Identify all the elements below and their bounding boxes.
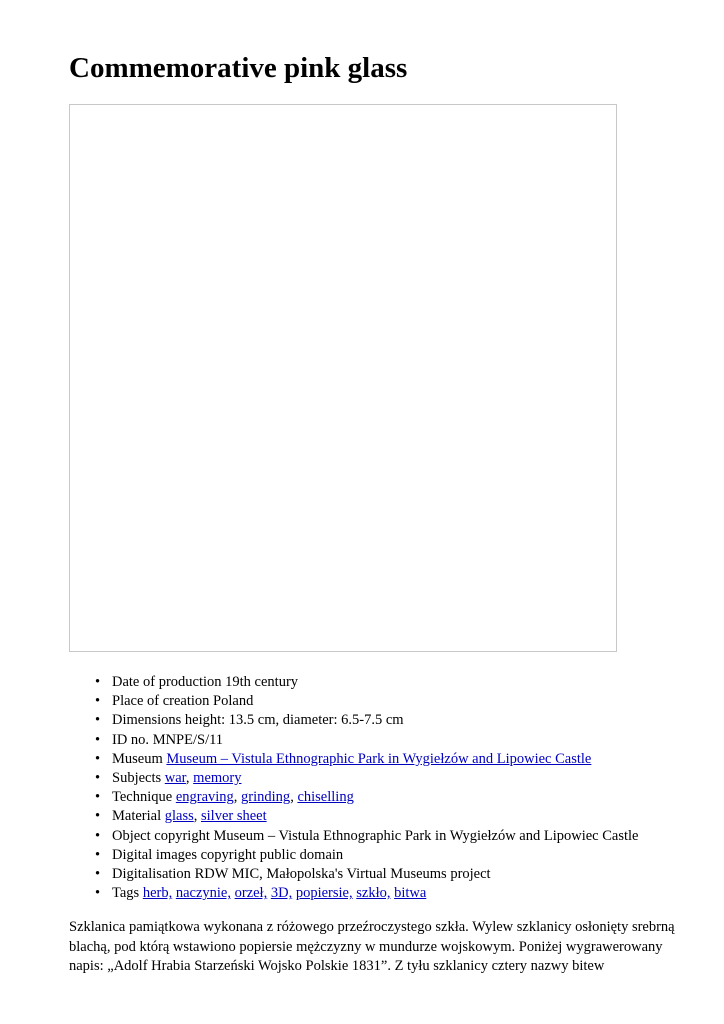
meta-place-label: Place of creation [112, 693, 210, 710]
meta-subjects-label: Subjects [112, 770, 162, 787]
tag-link-szklo[interactable]: szkło, [356, 885, 391, 902]
tag-link-naczynie[interactable]: naczynie, [175, 885, 231, 902]
tag-link-orzel[interactable]: orzeł, [234, 885, 268, 902]
technique-link-chiselling[interactable]: chiselling [297, 789, 354, 806]
technique-link-engraving[interactable]: engraving [175, 789, 234, 806]
meta-images-copyright [112, 846, 638, 865]
meta-technique-label: Technique [112, 789, 173, 806]
material-link-glass[interactable]: glass [164, 808, 194, 825]
meta-id [112, 731, 638, 750]
meta-museum-label: Museum [112, 750, 163, 767]
meta-date-value: 19th century [225, 674, 299, 690]
tag-link-popiersie[interactable]: popiersie, [295, 885, 353, 902]
meta-digitalisation-label: Digitalisation [112, 866, 191, 883]
metadata-list [69, 673, 638, 903]
meta-material: • Material glass, silver sheet [112, 807, 638, 826]
meta-technique: • Technique engraving, grinding, chiselling [112, 788, 638, 807]
meta-tags [112, 884, 638, 903]
museum-link[interactable]: Museum – Vistula Ethnographic Park in Wygiełzów and Lipowiec Castle [166, 750, 592, 767]
description-paragraph: Szklanica pamiątkowa wykonana z różowego przeźroczystego szkła. Wylew szklanicy osłonięty srebrną blachą, pod którą wstawiono popiersie mężczyzny w mundurze wojskowym. Poniżej wygrawerowany napis: „Adolf Hrabia Starzeński Wojsko Polskie 1831”. Z tyłu szklanicy cztery nazwy bitew [69, 919, 675, 974]
meta-digitalisation-value: RDW MIC, Małopolska's Virtual Museums project [194, 866, 491, 883]
material-link-silver-sheet[interactable]: silver sheet [201, 808, 267, 825]
meta-place [112, 692, 638, 711]
meta-material-label: Material [112, 808, 162, 825]
tag-link-bitwa[interactable]: bitwa [394, 885, 427, 902]
meta-object-copyright [112, 827, 638, 846]
meta-object-copyright-value: Museum – Vistula Ethnographic Park in Wygiełzów and Lipowiec Castle [213, 827, 639, 844]
meta-object-copyright-label: Object copyright [112, 827, 210, 844]
meta-museum [112, 750, 638, 769]
meta-date-label: Date of production [112, 674, 222, 690]
meta-dimensions-label: Dimensions [112, 712, 182, 729]
tag-link-herb[interactable]: herb, [142, 885, 173, 902]
subject-link-war[interactable]: war [164, 770, 186, 787]
page-title: Commemorative pink glass [69, 52, 408, 84]
object-image-placeholder [69, 104, 617, 652]
meta-id-label: ID no. [112, 731, 150, 748]
meta-tags-label: Tags [112, 885, 140, 902]
meta-images-copyright-value: public domain [259, 846, 344, 863]
meta-subjects: • Subjects war, memory [112, 769, 638, 788]
meta-images-copyright-label: Digital images copyright [112, 846, 257, 863]
meta-dimensions [112, 711, 638, 730]
meta-place-value: Poland [213, 693, 254, 710]
subject-link-memory[interactable]: memory [193, 770, 242, 787]
tag-link-3d[interactable]: 3D, [270, 885, 293, 902]
meta-digitalisation [112, 865, 638, 884]
meta-date [112, 673, 638, 692]
technique-link-grinding[interactable]: grinding [241, 789, 291, 806]
meta-id-value: MNPE/S/11 [152, 731, 224, 748]
meta-dimensions-value: height: 13.5 cm, diameter: 6.5-7.5 cm [184, 712, 404, 729]
